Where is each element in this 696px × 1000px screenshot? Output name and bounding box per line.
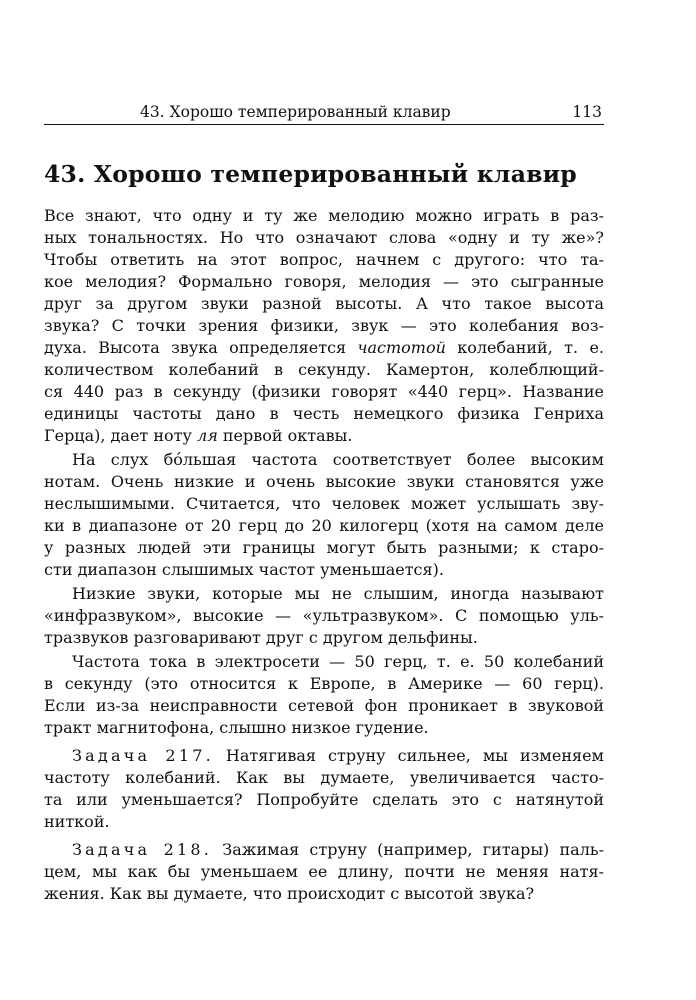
text-line: сти диапазон слышимых частот уменьшается). <box>44 560 444 579</box>
text-line: ных тональностях. Но что означают слова «одну и ту же»? <box>44 228 604 247</box>
text-segment: Натягивая струну сильнее, мы изменяем <box>213 746 604 765</box>
text-line: количеством колебаний в секунду. Камертон, колеблющий- <box>44 360 604 379</box>
text-line: кое мелодия? Формально говоря, мелодия — это сыгранные <box>44 272 604 291</box>
paragraph <box>44 651 604 739</box>
text-line <box>44 745 604 767</box>
task-label: Задача 218. <box>72 840 213 859</box>
text-line: жения. Как вы думаете, что происходит с высотой звука? <box>44 884 535 903</box>
text-segment: Зажимая струну (например, гитары) паль- <box>212 840 604 859</box>
text-line: друг за другом звуки разной высоты. А что такое высота <box>44 294 604 313</box>
text-line: Чтобы ответить на этот вопрос, начнем с другого: что та- <box>44 250 604 269</box>
text-segment: духа. Высота звука определяется <box>44 338 358 357</box>
text-line: ся 440 раз в секунду (физики говорят «440 герц». Название <box>44 382 604 401</box>
task-217 <box>44 745 604 833</box>
text-line: «инфразвуком», высокие — «ультразвуком». С помощью уль- <box>44 606 604 625</box>
page-number: 113 <box>572 103 602 121</box>
text-line: у разных людей эти границы могут быть разными; к старо- <box>44 538 604 557</box>
text-line: Все знают, что одну и ту же мелодию можно играть в раз- <box>44 206 604 225</box>
text-line: Частота тока в электросети — 50 герц, т. е. 50 колебаний <box>72 652 604 671</box>
text-line: та или уменьшается? Попробуйте сделать это с натянутой <box>44 790 604 809</box>
text-segment: колебаний, т. е. <box>445 338 604 357</box>
chapter-title: 43. Хорошо темперированный клавир <box>44 160 577 188</box>
emphasis-note-la: ля <box>197 426 218 445</box>
text-line: Низкие звуки, которые мы не слышим, иногда называют <box>72 584 604 603</box>
text-line: единицы частоты дано в честь немецкого физика Генриха <box>44 404 604 423</box>
text-line: в секунду (это относится к Европе, в Америке — 60 герц). <box>44 674 604 693</box>
text-line: ниткой. <box>44 812 110 831</box>
text-line: нотам. Очень низкие и очень высокие звуки становятся уже <box>44 472 604 491</box>
text-line: ки в диапазоне от 20 герц до 20 килогерц (хотя на самом деле <box>44 516 604 535</box>
text-line: Если из-за неисправности сетевой фон проникает в звуковой <box>44 696 604 715</box>
paragraph <box>44 205 604 447</box>
running-title: 43. Хорошо темперированный клавир <box>140 103 451 121</box>
text-line: звука? С точки зрения физики, звук — это колебания воз- <box>44 316 604 335</box>
text-line: цем, мы как бы уменьшаем ее длину, почти не меняя натя- <box>44 862 604 881</box>
text-line: тразвуков разговаривают друг с другом дельфины. <box>44 628 478 647</box>
running-header <box>44 98 604 125</box>
text-line: неслышимыми. Считается, что человек может услышать зву- <box>44 494 604 513</box>
paragraph <box>44 583 604 649</box>
emphasis-frequency: частотой <box>357 338 446 357</box>
body-text <box>44 205 604 905</box>
text-line: частоту колебаний. Как вы думаете, увеличивается часто- <box>44 768 604 787</box>
text-segment: Герца), дает ноту <box>44 426 197 445</box>
text-segment: первой октавы. <box>217 426 353 445</box>
text-line <box>44 839 604 861</box>
task-label: Задача 217. <box>72 746 214 765</box>
text-line <box>44 425 604 447</box>
text-line: тракт магнитофона, слышно низкое гудение. <box>44 718 429 737</box>
text-line: На слух бо́льшая частота соответствует более высоким <box>72 450 604 469</box>
paragraph <box>44 449 604 581</box>
book-page <box>44 0 604 1000</box>
task-218 <box>44 839 604 905</box>
text-line <box>44 337 604 359</box>
